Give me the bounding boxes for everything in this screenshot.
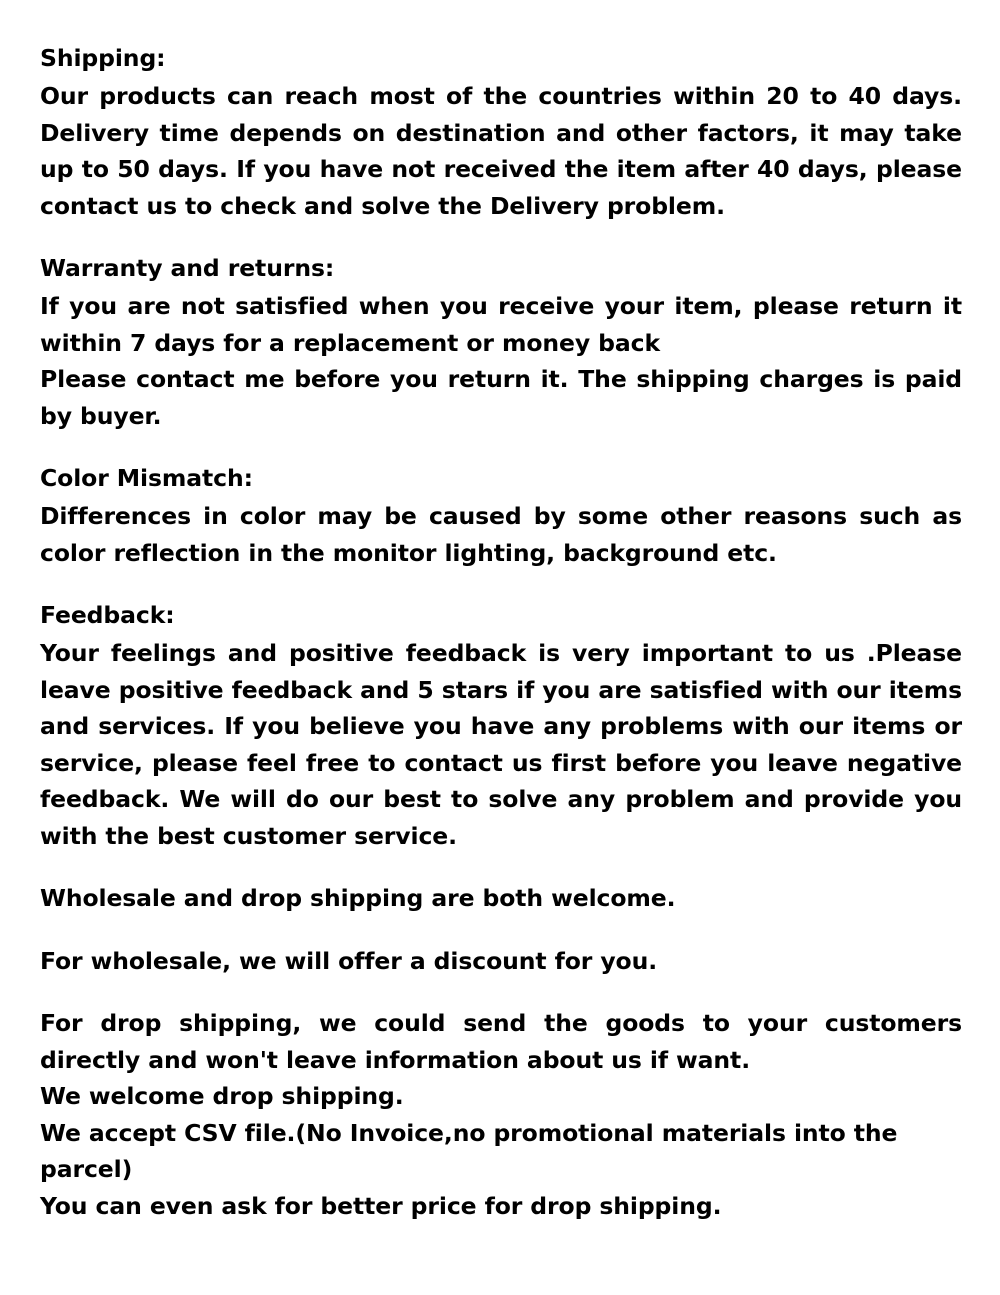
section-warranty-and-returns [40,250,962,434]
section-paragraph: Wholesale and drop shipping are both welcome. [40,884,676,912]
section-paragraph: Differences in color may be caused by some other reasons such as color reflection in the monitor lighting, background etc. [40,502,962,567]
section-heading: Shipping: [40,44,166,72]
section-shipping [40,40,962,224]
section-heading: Feedback: [40,601,175,629]
section-paragraph: Our products can reach most of the countries within 20 to 40 days. Delivery time depends on destination and other factors, it may take up to 50 days. If you have not received the item after 40 days, please contact us to check and solve the Delivery problem. [40,82,962,220]
section-paragraph: Your feelings and positive feedback is very important to us .Please leave positive feedback and 5 stars if you are satisfied with our items and services. If you believe you have any problems with our items or service, please feel free to contact us first before you leave negative feedback. We will do our best to solve any problem and provide you with the best customer service. [40,639,962,850]
section-paragraph: Please contact me before you return it. The shipping charges is paid by buyer. [40,365,962,430]
section-wholesale-discount [40,943,962,980]
section-paragraph: For drop shipping, we could send the goods to your customers directly and won't leave information about us if want. [40,1009,962,1074]
section-feedback [40,597,962,854]
section-heading: Color Mismatch: [40,464,253,492]
section-paragraph: If you are not satisfied when you receive your item, please return it within 7 days for a replacement or money back [40,292,962,357]
section-paragraph: We welcome drop shipping. [40,1082,404,1110]
section-paragraph: You can even ask for better price for drop shipping. [40,1191,722,1220]
section-heading: Warranty and returns: [40,254,335,282]
section-wholesale-dropshipping-welcome [40,880,962,917]
section-paragraph: We accept CSV file.(No Invoice,no promotional materials into the parcel) [40,1118,898,1183]
section-color-mismatch [40,460,962,571]
section-paragraph: For wholesale, we will offer a discount for you. [40,946,658,975]
section-drop-shipping-details [40,1005,962,1224]
